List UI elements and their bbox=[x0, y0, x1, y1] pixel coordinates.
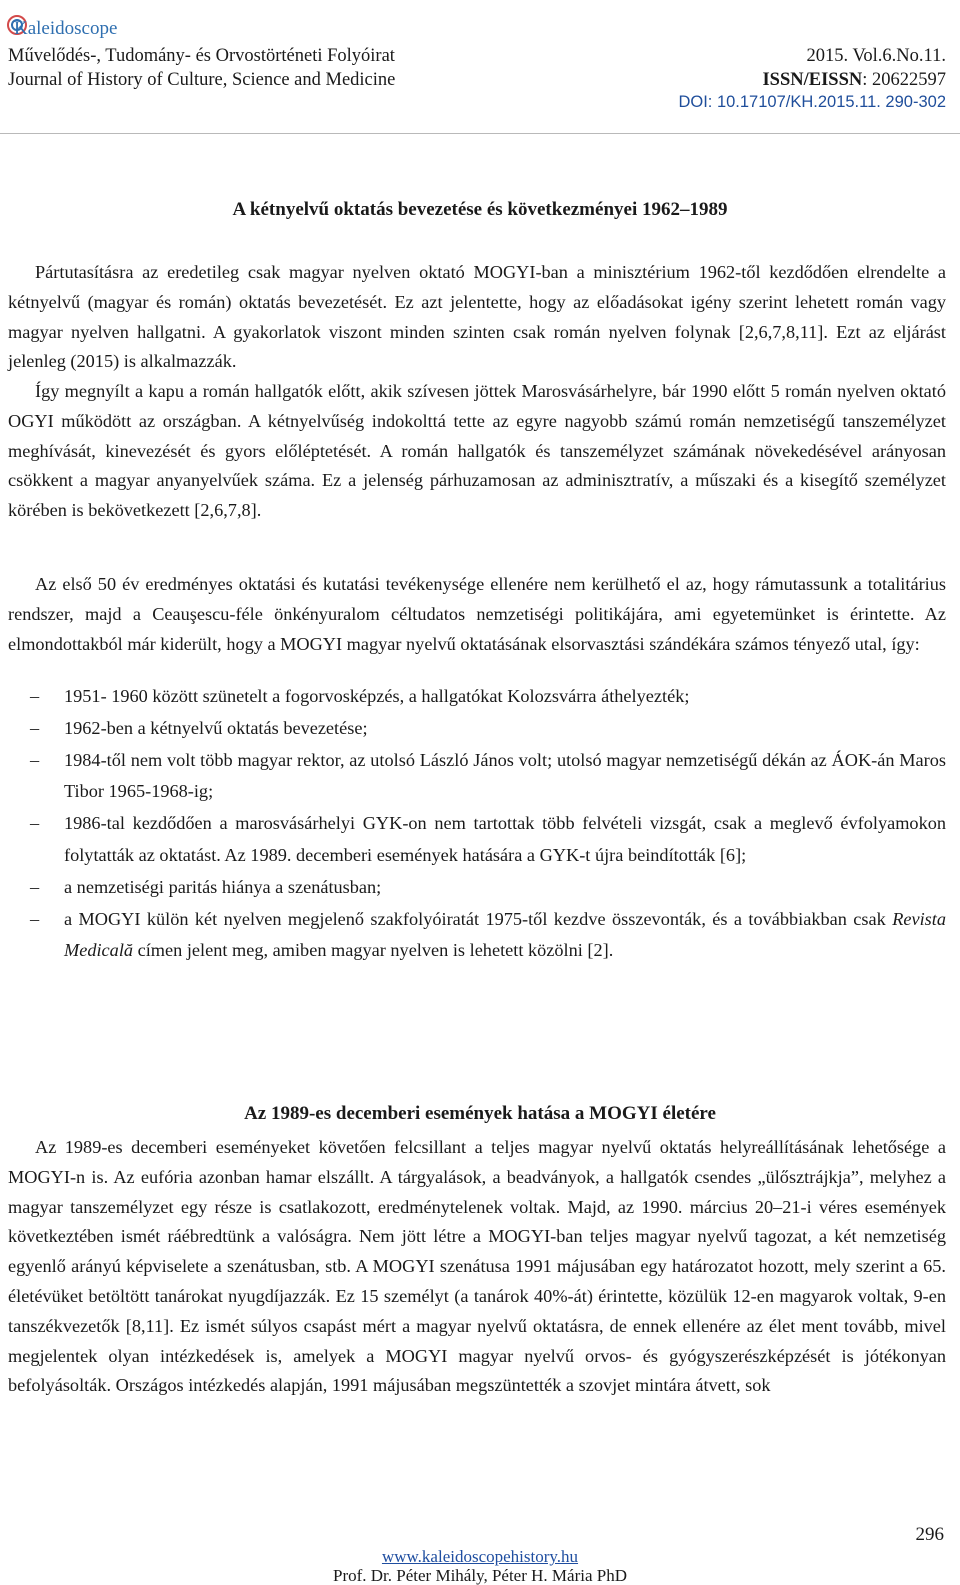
header-divider bbox=[0, 133, 960, 134]
paragraph-4: Az 1989-es decemberi eseményeket követően felcsillant a teljes magyar nyelvű oktatás helyreállításának lehetősége a MOGYI-n is. Az eufória azonban hamar elszállt. A tárgyalások, a beadványok, a hallgatók csendes „ülősztrájkja”, melyhez a magyar tanszemélyzet egy része is csatlakozott, eredménytelenek voltak. Majd, az 1990. március 20–21-i véres események következtében ismét ráébredtünk a valóságra. Nem jött létre a MOGYI-ban teljes magyar nyelvű tagozat, a két nemzetiség egyenlő arányú képviselete a szenátusban, stb. A MOGYI szenátusa 1991 májusában egy határozatot hozott, mely szerint a 65. életévüket betöltött tanárokat nyugdíjazzák. Ez 15 személyt (a tanárok 40%-át) érintette, közülük 12-en magyarok voltak, 9-en tanszékvezetők [8,11]. Ez ismét súlyos csapást mért a magyar nyelvű oktatásra, de ennek ellenére az élet ment tovább, mivel megjelentek olyan intézkedések is, amelyek a MOGYI magyar nyelvű orvos- és gyógyszerészképzését is jótékonyan befolyásolták. Országos intézkedés alapján, 1991 májusában megszüntették a szovjet mintára átvett, sok bbox=[8, 1137, 946, 1396]
issue-info: 2015. Vol.6.No.11. bbox=[806, 46, 946, 66]
dash-bullet: – bbox=[30, 717, 40, 738]
list-item-text-part: címen jelent meg, amiben magyar nyelven is lehetett közölni [2]. bbox=[133, 940, 614, 961]
dash-bullet: – bbox=[30, 908, 40, 929]
page-number: 296 bbox=[915, 1524, 944, 1545]
list-item-text bbox=[64, 909, 946, 961]
page-header bbox=[0, 0, 960, 135]
dash-bullet: – bbox=[30, 813, 40, 834]
journal-logo bbox=[6, 6, 116, 46]
paragraph-1: Pártutasításra az eredetileg csak magyar nyelven oktató MOGYI-ban a minisztérium 1962-től kezdődően elrendelte a kétnyelvű (magyar és román) oktatás bevezetését. Ez azt jelentette, hogy az előadásokat igény szerint lehetett román vagy magyar nyelven hallgatni. A gyakorlatok viszont minden szinten csak román nyelven folynak [2,6,7,8,11]. Ezt az eljárást jelenleg (2015) is alkalmazzák. bbox=[8, 262, 946, 372]
list-item-text: 1951- 1960 között szünetelt a fogorvosképzés, a hallgatókat Kolozsvárra áthelyezték; bbox=[64, 686, 690, 706]
list-item bbox=[8, 713, 946, 745]
section-title-bilingual-education: A kétnyelvű oktatás bevezetése és következményei 1962–1989 bbox=[232, 199, 728, 220]
journal-title-hu: Művelődés-, Tudomány- és Orvostörténeti Folyóirat bbox=[8, 46, 395, 66]
journal-name-italic: Revista Medicală bbox=[64, 908, 946, 961]
dash-bullet: – bbox=[30, 686, 40, 706]
paragraph-3: Az első 50 év eredményes oktatási és kutatási tevékenysége ellenére nem kerülhető el az, hogy rámutassunk a totalitárius rendszer, majd a Ceauşescu-féle önkényuralom céltudatos nemzetiségi politikájára, ami egyetemünket is érintette. Az elmondottakból már kiderült, hogy a MOGYI magyar nyelvű oktatásának elsorvasztási szándékára számos tényező utal, így: bbox=[8, 574, 946, 654]
section-title-1989-events: Az 1989-es decemberi események hatása a MOGYI életére bbox=[244, 1103, 716, 1124]
factors-list bbox=[8, 681, 946, 967]
list-item bbox=[8, 872, 946, 904]
list-item-text: 1962-ben a kétnyelvű oktatás bevezetése; bbox=[64, 717, 368, 738]
list-item-text: 1986-tal kezdődően a marosvásárhelyi GYK-on nem tartottak több felvételi vizsgát, csak a meglevő évfolyamokon folytatták az oktatást. Az 1989. decemberi események hatására a GYK-t újra beindították [6]; bbox=[64, 813, 946, 865]
list-item-text: 1984-től nem volt több magyar rektor, az utolsó László János volt; utolsó magyar nemzetiségű dékán az ÁOK-án Maros Tibor 1965-1968-ig; bbox=[64, 749, 946, 802]
website-link[interactable]: www.kaleidoscopehistory.hu bbox=[381, 1547, 579, 1566]
journal-title-en: Journal of History of Culture, Science and Medicine bbox=[8, 70, 396, 90]
list-item-text-part: a MOGYI külön két nyelven megjelenő szakfolyóiratát 1975-től kezdve összevonták, és a továbbiakban csak bbox=[64, 908, 893, 929]
issn-info bbox=[762, 70, 946, 91]
list-item bbox=[8, 808, 946, 872]
list-item bbox=[8, 904, 946, 968]
paragraph-2: Így megnyílt a kapu a román hallgatók előtt, akik szívesen jöttek Marosvásárhelyre, bár 1990 előtt 5 román nyelven oktató OGYI működött az országban. A kétnyelvűség indokolttá tette az egyre nagyobb számú román nemzetiségű tanszemélyzet meghívását, kinevezését és gyors előléptetését. A román hallgatók és tanszemélyzet számának növekedésével arányosan csökkent a magyar anyanyelvűek száma. Ez a jelenség párhuzamosan az adminisztratív, a műszaki és a kisegítő személyzet körében is bekövetkezett [2,6,7,8]. bbox=[8, 381, 946, 521]
issn-value: : 20622597 bbox=[862, 70, 946, 90]
dash-bullet: – bbox=[30, 876, 40, 897]
list-item-text: a nemzetiségi paritás hiánya a szenátusban; bbox=[64, 876, 382, 897]
authors-line: Prof. Dr. Péter Mihály, Péter H. Mária PhD bbox=[333, 1566, 627, 1585]
issn-label: ISSN/EISSN bbox=[762, 70, 863, 90]
dash-bullet: – bbox=[30, 749, 40, 770]
list-item bbox=[8, 745, 946, 809]
list-item bbox=[8, 681, 946, 713]
doi-link[interactable]: DOI: 10.17107/KH.2015.11. 290-302 bbox=[678, 93, 946, 111]
logo-text: Kaleidoscope bbox=[14, 18, 118, 39]
